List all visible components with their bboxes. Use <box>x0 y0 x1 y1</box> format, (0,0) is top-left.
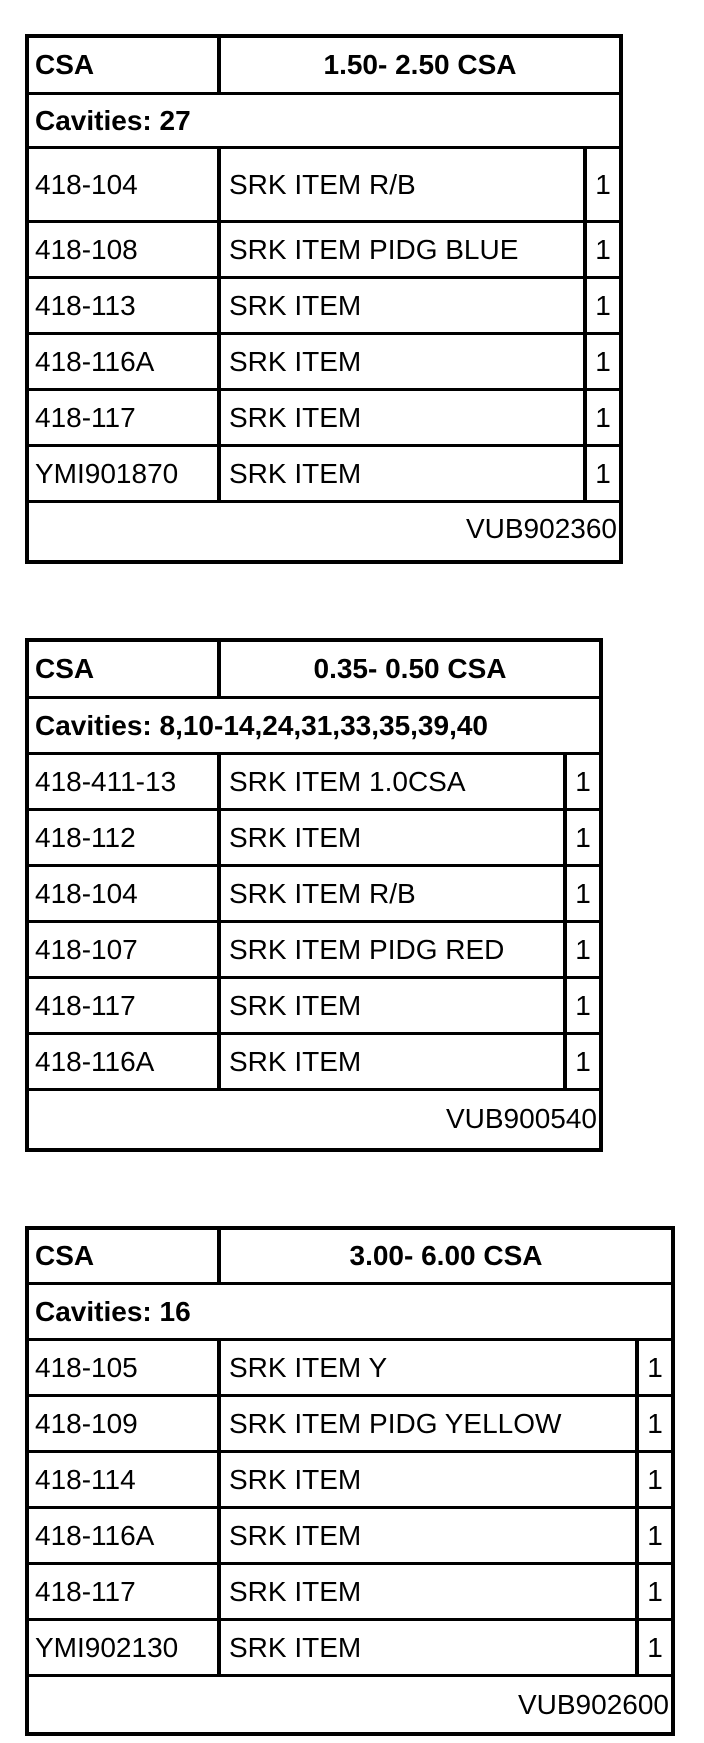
table-footer <box>29 1091 599 1146</box>
part-code: 418-411-13 <box>29 755 221 808</box>
table-row <box>29 867 599 923</box>
part-description: SRK ITEM PIDG RED <box>221 923 567 976</box>
part-quantity: 1 <box>575 933 591 965</box>
part-quantity: 1 <box>595 233 611 265</box>
table-row <box>29 447 619 503</box>
part-description: SRK ITEM <box>221 1453 639 1506</box>
table-footer <box>29 1677 671 1732</box>
part-description: SRK ITEM PIDG BLUE <box>221 223 587 276</box>
footer-part-number: VUB902360 <box>465 512 617 544</box>
part-quantity: 1 <box>647 1519 663 1551</box>
part-quantity: 1 <box>647 1463 663 1495</box>
table-header <box>29 1230 671 1285</box>
part-description: SRK ITEM PIDG YELLOW <box>221 1397 639 1450</box>
part-description: SRK ITEM Y <box>221 1341 639 1394</box>
part-code: 418-104 <box>29 867 221 920</box>
parts-table-1 <box>25 34 623 564</box>
cavities-text: Cavities: 8,10-14,24,31,33,35,39,40 <box>35 709 489 741</box>
part-quantity: 1 <box>647 1631 663 1663</box>
part-quantity: 1 <box>647 1351 663 1383</box>
part-description: SRK ITEM <box>221 1565 639 1618</box>
header-csa-label: CSA <box>29 38 221 92</box>
table-row <box>29 1621 671 1677</box>
cavities-row <box>29 95 619 149</box>
part-description: SRK ITEM <box>221 391 587 444</box>
header-csa-label: CSA <box>29 642 221 696</box>
table-row <box>29 923 599 979</box>
part-quantity: 1 <box>647 1575 663 1607</box>
part-quantity: 1 <box>575 765 591 797</box>
part-description: SRK ITEM <box>221 1621 639 1674</box>
part-quantity: 1 <box>595 168 611 200</box>
table-row <box>29 1035 599 1091</box>
header-csa-range: 0.35- 0.50 CSA <box>313 653 507 684</box>
part-quantity: 1 <box>575 1045 591 1077</box>
table-row <box>29 1509 671 1565</box>
part-code: 418-109 <box>29 1397 221 1450</box>
part-description: SRK ITEM <box>221 279 587 332</box>
table-row <box>29 335 619 391</box>
footer-part-number: VUB900540 <box>445 1102 597 1134</box>
part-description: SRK ITEM <box>221 979 567 1032</box>
part-quantity: 1 <box>575 877 591 909</box>
part-code: 418-108 <box>29 223 221 276</box>
part-description: SRK ITEM R/B <box>221 149 587 220</box>
header-csa-range: 3.00- 6.00 CSA <box>349 1240 543 1271</box>
table-row <box>29 279 619 335</box>
table-header <box>29 642 599 699</box>
part-description: SRK ITEM <box>221 1035 567 1088</box>
cavities-row <box>29 699 599 755</box>
table-row <box>29 811 599 867</box>
part-code: YMI901870 <box>29 447 221 500</box>
table-row <box>29 391 619 447</box>
part-code: 418-113 <box>29 279 221 332</box>
part-description: SRK ITEM <box>221 335 587 388</box>
part-description: SRK ITEM <box>221 1509 639 1562</box>
table-row <box>29 755 599 811</box>
table-row <box>29 1341 671 1397</box>
table-row <box>29 1565 671 1621</box>
part-description: SRK ITEM <box>221 811 567 864</box>
parts-table-2 <box>25 638 603 1152</box>
parts-table-3 <box>25 1226 675 1736</box>
part-code: 418-117 <box>29 979 221 1032</box>
part-description: SRK ITEM R/B <box>221 867 567 920</box>
cavities-text: Cavities: 16 <box>35 1295 191 1327</box>
table-row <box>29 149 619 223</box>
table-header <box>29 38 619 95</box>
part-code: 418-105 <box>29 1341 221 1394</box>
part-quantity: 1 <box>647 1407 663 1439</box>
table-row <box>29 979 599 1035</box>
table-row <box>29 1453 671 1509</box>
cavities-row <box>29 1285 671 1341</box>
header-csa-range: 1.50- 2.50 CSA <box>323 49 517 80</box>
table-row <box>29 223 619 279</box>
part-code: 418-116A <box>29 335 221 388</box>
part-code: 418-112 <box>29 811 221 864</box>
part-code: 418-104 <box>29 149 221 220</box>
footer-part-number: VUB902600 <box>517 1688 669 1720</box>
header-csa-label: CSA <box>29 1230 221 1282</box>
part-quantity: 1 <box>575 821 591 853</box>
table-row <box>29 1397 671 1453</box>
part-code: YMI902130 <box>29 1621 221 1674</box>
part-code: 418-114 <box>29 1453 221 1506</box>
part-code: 418-116A <box>29 1509 221 1562</box>
part-description: SRK ITEM 1.0CSA <box>221 755 567 808</box>
part-quantity: 1 <box>595 457 611 489</box>
part-code: 418-116A <box>29 1035 221 1088</box>
part-description: SRK ITEM <box>221 447 587 500</box>
part-quantity: 1 <box>575 989 591 1021</box>
part-quantity: 1 <box>595 289 611 321</box>
cavities-text: Cavities: 27 <box>35 104 191 136</box>
part-code: 418-117 <box>29 391 221 444</box>
part-code: 418-107 <box>29 923 221 976</box>
part-code: 418-117 <box>29 1565 221 1618</box>
part-quantity: 1 <box>595 401 611 433</box>
table-footer <box>29 503 619 554</box>
part-quantity: 1 <box>595 345 611 377</box>
